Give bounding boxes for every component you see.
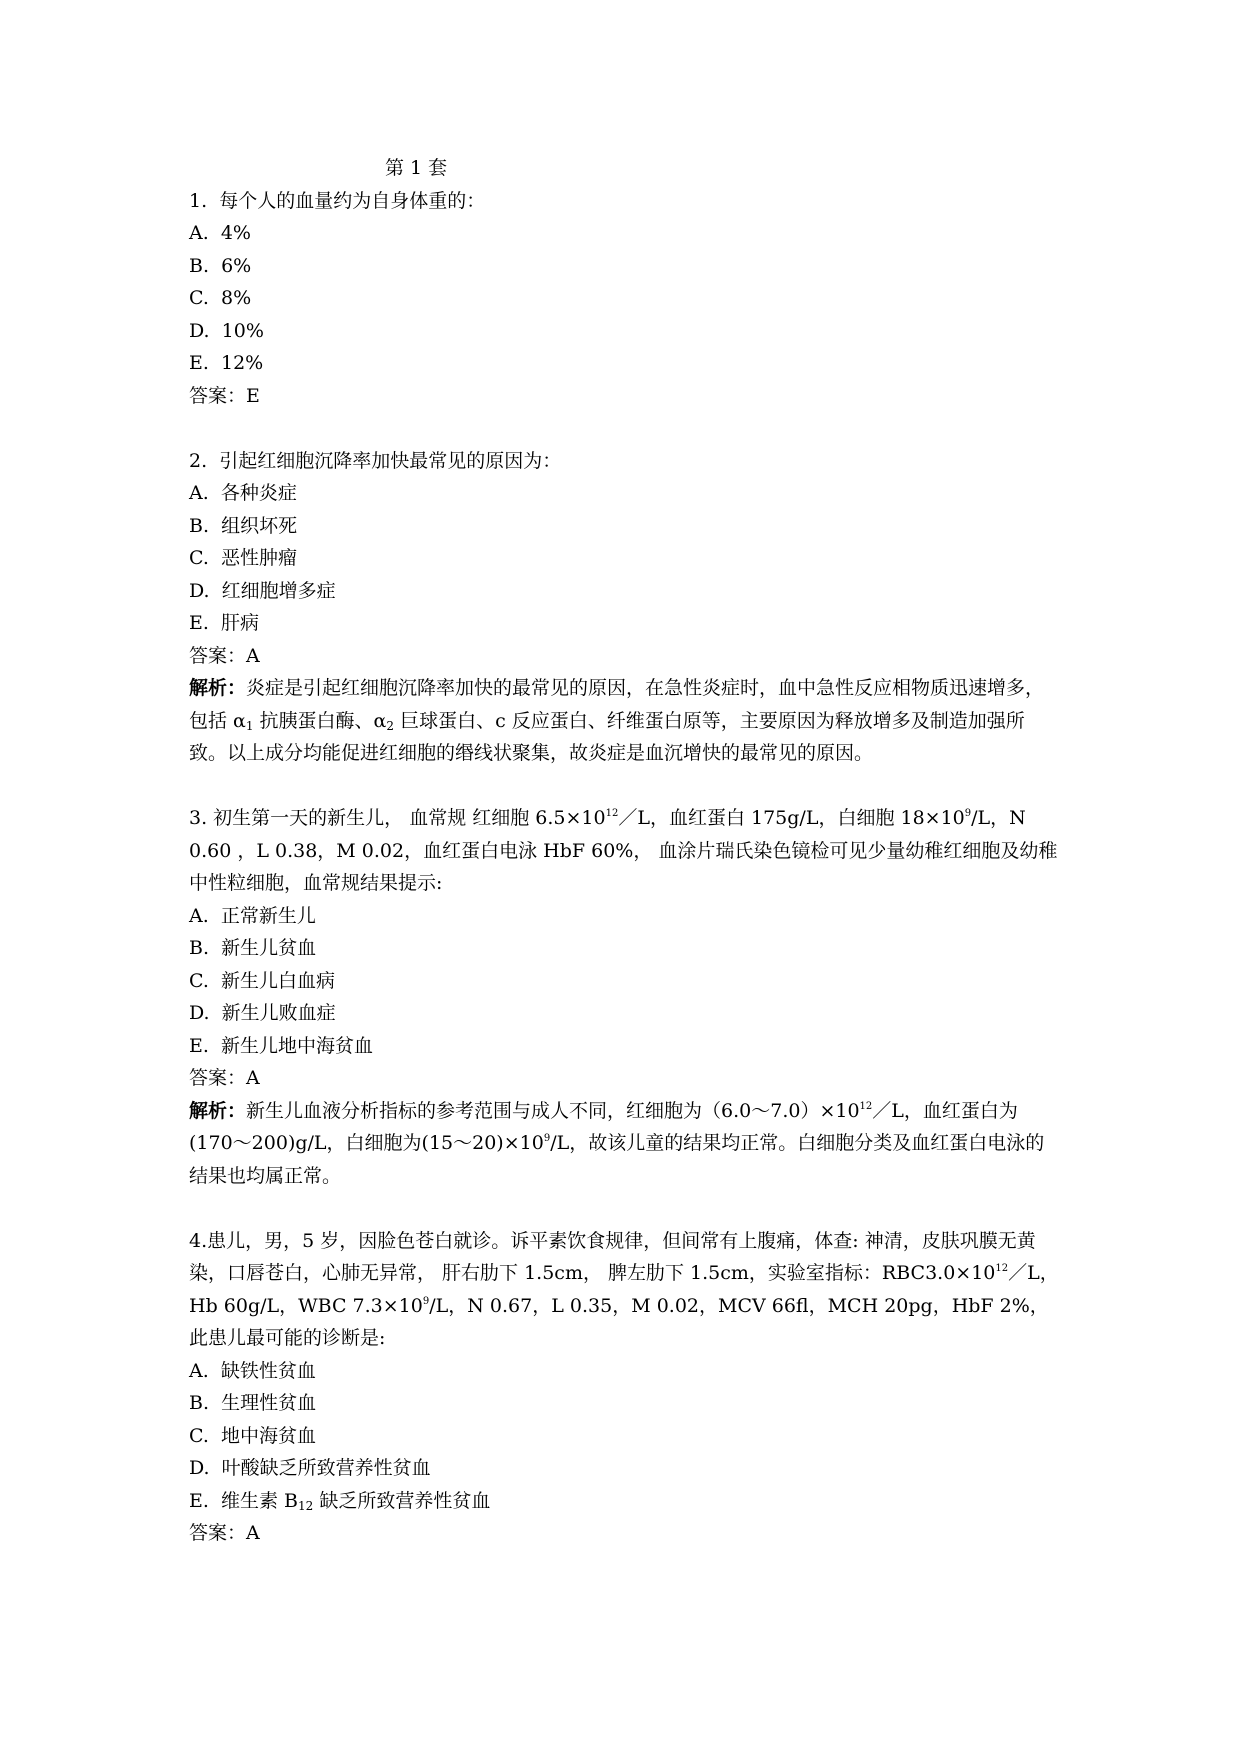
analysis-text: 巨球蛋白、c 反应蛋白、纤维蛋白原等，主要原因为释放增多及制造加强所致。以上成分均能促进红细胞的缗线状聚集，故炎症是血沉增快的最常见的原因。	[189, 709, 1025, 764]
option-d: D. 叶酸缺乏所致营养性贫血	[189, 1457, 431, 1479]
question-stem	[189, 802, 1059, 900]
answer: 答案：E	[189, 384, 260, 407]
answer: 答案：A	[189, 1522, 260, 1544]
analysis-text: 抗胰蛋白酶、α	[253, 709, 387, 732]
option-c: C. 恶性肿瘤	[189, 547, 297, 569]
spacer	[189, 412, 1059, 445]
analysis-text: 炎症是引起红细胞沉降率加快的最常见的原因，在急性炎症时，血中急性反应相物质迅速增多，包括 α	[189, 677, 1045, 732]
document-title: 第 1 套	[385, 157, 448, 179]
option-a: A. 正常新生儿	[189, 904, 316, 927]
analysis-label: 解析：	[189, 677, 247, 699]
stem-text: ／L，血红蛋白 175g/L，白细胞 18×10	[618, 807, 965, 829]
analysis-text: 新生儿血液分析指标的参考范围与成人不同，红细胞为（6.0～7.0）×10	[246, 1099, 860, 1122]
stem-text: 4.患儿，男，5 岁，因脸色苍白就诊。诉平素饮食规律，但间常有上腹痛，体查: 神清，皮肤巩膜无黄染，口唇苍白，心肺无异常， 肝右肋下 1.5cm， 脾左肋下 1.5cm，实验室指标：RBC3.0×10	[189, 1229, 1036, 1284]
option-b: B. 组织坏死	[189, 514, 298, 537]
option-c: C. 地中海贫血	[189, 1424, 316, 1447]
stem-text: /L，N 0.67，L 0.35，M 0.02，MCV 66fl，MCH 20pg，HbF 2%，此患儿最可能的诊断是:	[189, 1294, 1049, 1349]
option-d: D. 红细胞增多症	[189, 579, 336, 602]
stem-text: 3. 初生第一天的新生儿， 血常规 红细胞 6.5×10	[189, 807, 606, 829]
superscript: 12	[995, 1263, 1009, 1274]
option-c: C. 新生儿白血病	[189, 969, 335, 992]
question-2	[189, 445, 1059, 770]
question-stem: 2. 引起红细胞沉降率加快最常见的原因为：	[189, 449, 562, 472]
option-b: B. 新生儿贫血	[189, 937, 317, 959]
option-d: D. 新生儿败血症	[189, 1002, 336, 1024]
superscript: 9	[964, 808, 972, 819]
stem-text: ／L，Hb 60g/L，WBC 7.3×10	[189, 1262, 1059, 1317]
option-d: D. 10%	[189, 319, 264, 342]
option-e	[189, 1485, 1059, 1518]
answer: 答案：A	[189, 644, 260, 667]
document-content	[189, 152, 1059, 1550]
analysis	[189, 672, 1059, 770]
subscript: 1	[245, 718, 254, 733]
spacer	[189, 770, 1059, 803]
subscript: 12	[298, 1498, 314, 1513]
option-b: B. 生理性贫血	[189, 1392, 317, 1414]
analysis-text: /L，故该儿童的结果均正常。白细胞分类及血红蛋白电泳的结果也均属正常。	[189, 1132, 1045, 1187]
question-stem	[189, 1225, 1059, 1355]
option-a: A. 各种炎症	[189, 482, 297, 504]
stem-text: /L，N 0.60 ，L 0.38，M 0.02，血红蛋白电泳 HbF 60%， 血涂片瑞氏染色镜检可见少量幼稚红细胞及幼稚中性粒细胞，血常规结果提示:	[189, 807, 1058, 894]
analysis-text: ／L，血红蛋白为(170～200)g/L，白细胞为(15～20)×10	[189, 1099, 1018, 1154]
superscript: 9	[422, 1295, 430, 1307]
question-stem: 1. 每个人的血量约为自身体重的：	[189, 189, 486, 212]
analysis	[189, 1095, 1059, 1193]
option-text: 缺乏所致营养性贫血	[313, 1489, 491, 1512]
option-b: B. 6%	[189, 254, 252, 277]
superscript: 12	[859, 1100, 873, 1112]
option-c: C. 8%	[189, 287, 252, 309]
analysis-label: 解析：	[189, 1099, 247, 1122]
question-1	[189, 185, 1059, 413]
question-4	[189, 1225, 1059, 1550]
question-3	[189, 802, 1059, 1192]
answer: 答案：A	[189, 1067, 260, 1089]
option-a: A. 4%	[189, 222, 251, 244]
option-e: E. 12%	[189, 352, 264, 374]
option-text: E. 维生素 B	[189, 1489, 298, 1512]
option-a: A. 缺铁性贫血	[189, 1359, 316, 1382]
subscript: 2	[386, 718, 395, 733]
option-e: E. 肝病	[189, 612, 259, 634]
spacer	[189, 1192, 1059, 1225]
option-e: E. 新生儿地中海贫血	[189, 1034, 373, 1057]
superscript: 12	[605, 808, 619, 819]
superscript: 9	[543, 1133, 551, 1144]
